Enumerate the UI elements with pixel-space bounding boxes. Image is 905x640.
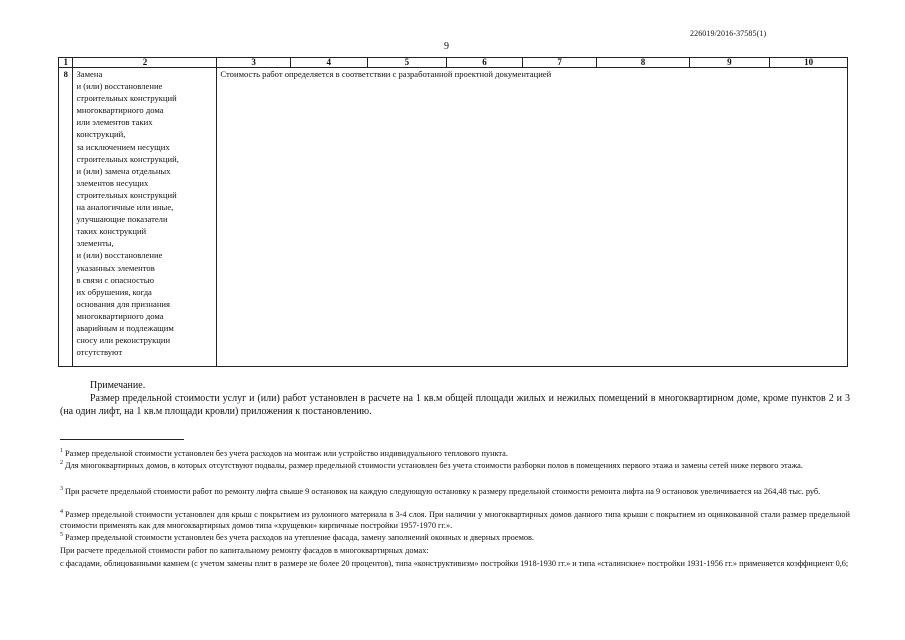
facade-intro: При расчете предельной стоимости работ по капитальному ремонту фасадов в многоквартирных домах: <box>60 546 429 555</box>
footnote-1 <box>60 448 850 459</box>
description-line: и (или) восстановление <box>76 250 163 261</box>
footnote-mark: 4 <box>60 509 63 515</box>
description-line: строительных конструкций <box>76 189 177 200</box>
description-line: их обрушения, когда <box>76 286 152 297</box>
footnote-3 <box>60 486 850 497</box>
footnote-mark: 2 <box>60 460 63 466</box>
column-header-10: 10 <box>770 58 848 68</box>
description-line: и (или) восстановление <box>76 81 163 92</box>
table-header-row <box>59 58 848 68</box>
description-line: многоквартирного дома <box>76 105 164 116</box>
description-line: основания для признания <box>76 298 170 309</box>
cost-table <box>58 57 848 367</box>
document-number: 226019/2016-37585(1) <box>690 29 767 38</box>
footnote-text: При расчете предельной стоимости работ по ремонту лифта свыше 9 остановок на каждую следующую остановку к размеру предельной стоимости ремонта лифта на 9 остановок увеличивается на 264,48 тыс. руб. <box>65 487 821 496</box>
facade-coefficient-text: с фасадами, облицованными камнем (с учетом замены плит в размере не более 20 процентов), типа «конструктивизм» постройки 1918-1930 гг.» и типа «сталинские» постройки 1931-1956 гг.» применяется коэффициент 0,6; <box>60 559 849 568</box>
description-line: строительных конструкций, <box>76 153 179 164</box>
row-number: 8 <box>59 68 73 367</box>
description-line: Замена <box>76 69 103 79</box>
footnote-4 <box>60 509 850 531</box>
footnote-text: Размер предельной стоимости установлен для крыш с покрытием из рулонного материала в 3-4 слоя. При наличии у многоквартирных домов данного типа крыши с покрытием из оцинкованной стали размер предельной стоимости применять как для многоквартирных домов типа «хрущевки» кирпичные постройки 1957-1970 гг.». <box>60 510 850 530</box>
footnote-mark: 3 <box>60 486 63 492</box>
description-line: конструкций, <box>76 129 126 140</box>
column-header-1: 1 <box>59 58 73 68</box>
column-header-6: 6 <box>447 58 523 68</box>
description-line: многоквартирного дома <box>76 310 164 321</box>
description-line: элементы, <box>76 238 114 249</box>
column-header-4: 4 <box>290 58 367 68</box>
description-line: таких конструкций <box>76 226 147 237</box>
footnote-mark: 5 <box>60 532 63 538</box>
merged-cost-cell: Стоимость работ определяется в соответствии с разработанной проектной документацией <box>217 68 848 367</box>
description-line: сносу или реконструкции <box>76 335 171 346</box>
column-header-3: 3 <box>217 58 291 68</box>
footnote-text: Для многоквартирных домов, в которых отсутствуют подвалы, размер предельной стоимости установлен без учета стоимости разборки полов в помещениях первого этажа и замены сетей ниже первого этажа. <box>65 461 803 470</box>
footnote-2 <box>60 460 850 471</box>
note-text: Размер предельной стоимости услуг и (или) работ установлен в расчете на 1 кв.м общей площади жилых и нежилых помещений в многоквартирном доме, кроме пунктов 2 и 3 (на один лифт, на 1 кв.м площади кровли) приложения к постановлению. <box>60 393 850 417</box>
column-header-8: 8 <box>597 58 689 68</box>
description-line: и (или) замена отдельных <box>76 165 171 176</box>
footnote-divider <box>60 439 184 440</box>
description-line: строительных конструкций <box>76 93 177 104</box>
footnote-text: Размер предельной стоимости установлен без учета расходов на утепление фасада, замену заполнений оконных и дверных проемов. <box>65 533 534 542</box>
footnote-5 <box>60 532 850 543</box>
footnote-mark: 1 <box>60 448 63 454</box>
description-line: за исключением несущих <box>76 141 170 152</box>
description-line: аварийным и подлежащим <box>76 322 174 333</box>
description-line: элементов несущих <box>76 177 149 188</box>
description-line: в связи с опасностью <box>76 274 155 285</box>
description-line: или элементов таких <box>76 117 153 128</box>
note-title: Примечание. <box>90 380 146 391</box>
page-number: 9 <box>444 41 449 52</box>
description-line: на аналогичные или иные, <box>76 202 174 213</box>
description-line: улучшающие показатели <box>76 214 168 225</box>
description-line: отсутствуют <box>76 347 123 358</box>
column-header-9: 9 <box>689 58 770 68</box>
row-description <box>73 68 217 367</box>
column-header-2: 2 <box>73 58 217 68</box>
footnote-text: Размер предельной стоимости установлен без учета расходов на монтаж или устройство индивидуального теплового пункта. <box>65 449 508 458</box>
column-header-5: 5 <box>367 58 447 68</box>
table-row <box>59 68 848 367</box>
column-header-7: 7 <box>522 58 597 68</box>
description-line: указанных элементов <box>76 262 155 273</box>
